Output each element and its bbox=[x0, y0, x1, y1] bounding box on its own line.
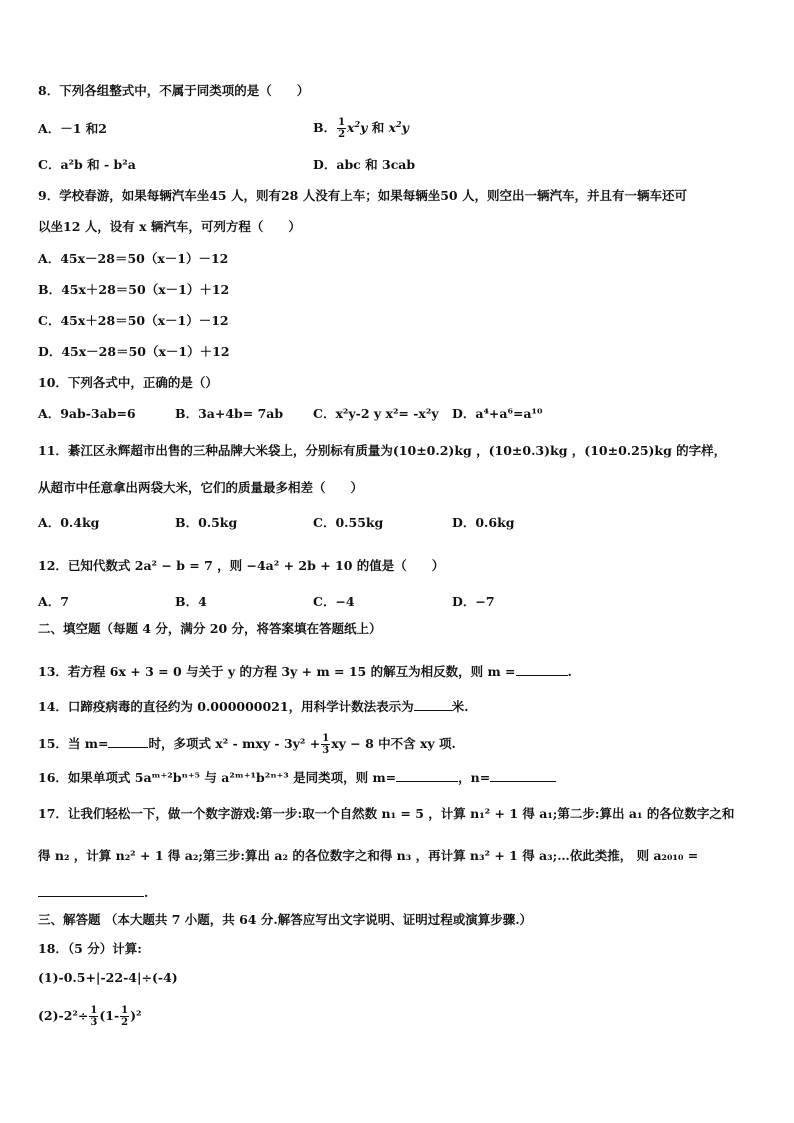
q16: 16．如果单项式 5aᵐ⁺²bⁿ⁺⁵ 与 a²ᵐ⁺¹b²ⁿ⁺³ 是同类项，则 m= ，n= bbox=[38, 769, 556, 786]
q16-m-blank[interactable] bbox=[396, 769, 458, 782]
q9-option-c: C．45x＋28＝50（x－1）－12 bbox=[38, 313, 229, 328]
q10-stem: 10．下列各式中，正确的是（） bbox=[38, 375, 218, 390]
q18-part-1: (1)-0.5+|-22-4|÷(-4) bbox=[38, 970, 178, 985]
q8-stem: 8．下列各组整式中，不属于同类项的是（ ） bbox=[38, 83, 310, 98]
q15: 15．当 m= 时，多项式 x² - mxy - 3y² + $\frac{1}{3}$ xy − 8 中不含 xy 项. bbox=[38, 733, 456, 756]
section-3-heading: 三、解答题 （本大题共 7 小题，共 64 分.解答应写出文字说明、证明过程或演算步骤.） bbox=[38, 912, 533, 927]
q15-answer-blank[interactable] bbox=[108, 735, 148, 748]
q10-option-b: B．3a+4b= 7ab bbox=[175, 406, 284, 421]
q8-option-d: D．abc 和 3cab bbox=[313, 157, 416, 172]
q10-option-a: A．9ab-3ab=6 bbox=[38, 406, 136, 421]
q14-answer-blank[interactable] bbox=[414, 698, 452, 711]
q12-option-b: B．4 bbox=[175, 594, 207, 609]
q18-part-2: (2)-2²÷ $\frac{1}{3}$ (1- $\frac{1}{2}$ )² bbox=[38, 1005, 142, 1028]
q12-option-d: D．−7 bbox=[452, 594, 495, 609]
q13: 13．若方程 6x + 3 = 0 与关于 y 的方程 3y + m = 15 的解互为相反数，则 m = . bbox=[38, 664, 572, 679]
q11-stem-line2: 从超市中任意拿出两袋大米，它们的质量最多相差（ ） bbox=[38, 480, 364, 495]
fraction-half: $\frac{1}{2}$ bbox=[338, 117, 346, 140]
q10-option-d: D．a⁴+a⁶=a¹⁰ bbox=[452, 406, 543, 421]
q8-option-a: A．－1 和2 bbox=[38, 121, 107, 136]
fraction-half: $\frac{1}{2}$ bbox=[121, 1005, 129, 1028]
fraction-third: $\frac{1}{3}$ bbox=[322, 733, 330, 756]
q11-option-d: D．0.6kg bbox=[452, 515, 515, 530]
q9-stem-line2: 以坐12 人，设有 x 辆汽车，可列方程（ ） bbox=[38, 219, 301, 234]
q12-option-a: A．7 bbox=[38, 594, 69, 609]
q8-option-c: C．a²b 和 - b²a bbox=[38, 157, 136, 172]
fraction-third: $\frac{1}{3}$ bbox=[90, 1005, 98, 1028]
q12-option-c: C．−4 bbox=[313, 594, 355, 609]
q17-line3: . bbox=[38, 884, 148, 901]
q12-stem: 12．已知代数式 2a² − b = 7 ，则 −4a² + 2b + 10 的值是（ ） bbox=[38, 558, 445, 573]
section-2-heading: 二、填空题（每题 4 分，满分 20 分，将答案填在答题纸上） bbox=[38, 621, 382, 636]
q17-answer-blank[interactable] bbox=[38, 884, 144, 897]
q17-line1: 17．让我们轻松一下，做一个数字游戏:第一步:取一个自然数 n₁ = 5 ，计算 n₁² + 1 得 a₁;第二步:算出 a₁ 的各位数字之和 bbox=[38, 806, 735, 821]
q16-n-blank[interactable] bbox=[490, 769, 556, 782]
q11-option-a: A．0.4kg bbox=[38, 515, 100, 530]
q9-stem-line1: 9．学校春游，如果每辆汽车坐45 人，则有28 人没有上车；如果每辆坐50 人，则空出一辆汽车，并且有一辆车还可 bbox=[38, 188, 687, 203]
q9-option-d: D．45x－28＝50（x－1）＋12 bbox=[38, 344, 230, 359]
q9-option-b: B．45x＋28＝50（x－1）＋12 bbox=[38, 282, 230, 297]
q17-line2: 得 n₂ ，计算 n₂² + 1 得 a₂;第三步:算出 a₂ 的各位数字之和得 n₃ ，再计算 n₃² + 1 得 a₃;…依此类推， 则 a₂₀₁₀ = bbox=[38, 848, 699, 863]
q14: 14．口蹄疫病毒的直径约为 0.000000021，用科学计数法表示为 米. bbox=[38, 699, 469, 714]
q18-stem: 18．（5 分）计算: bbox=[38, 941, 142, 956]
q11-option-b: B．0.5kg bbox=[175, 515, 238, 530]
q11-option-c: C．0.55kg bbox=[313, 515, 384, 530]
q13-answer-blank[interactable] bbox=[516, 663, 568, 676]
q10-option-c: C．x²y-2 y x²= -x²y bbox=[313, 406, 439, 421]
q11-stem-line1: 11．綦江区永辉超市出售的三种品牌大米袋上，分别标有质量为(10±0.2)kg ，(10±0.3)kg ，(10±0.25)kg 的字样， bbox=[38, 443, 727, 458]
q9-option-a: A．45x－28＝50（x－1）－12 bbox=[38, 251, 229, 266]
q8-option-b: B． $\frac{1}{2}$ $x^2y$ 和 $x^2y$ bbox=[313, 117, 409, 140]
